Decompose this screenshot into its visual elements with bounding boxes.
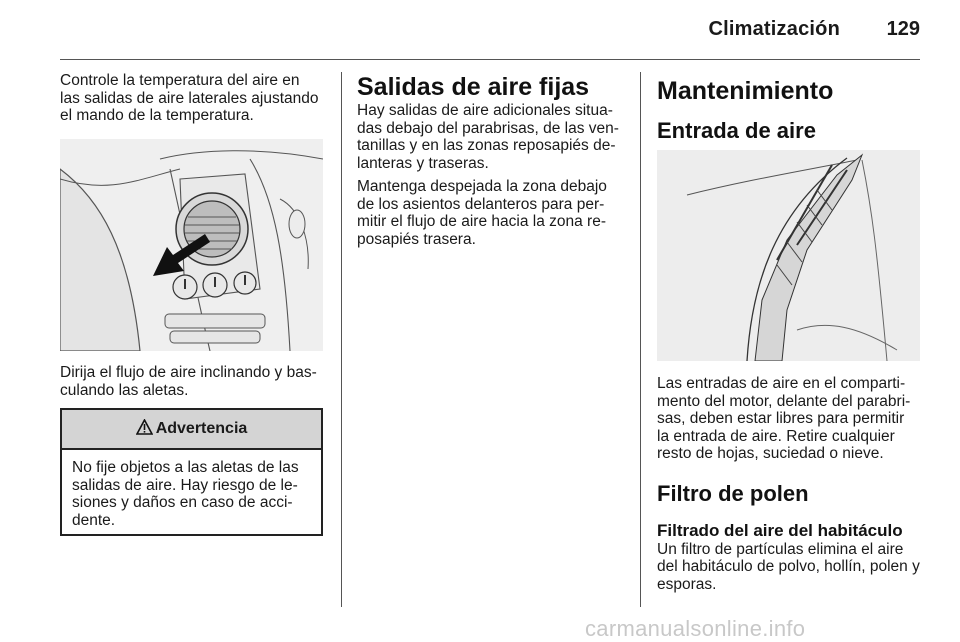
middle-column xyxy=(357,72,624,248)
warning-box xyxy=(60,408,323,536)
page-number: 129 xyxy=(886,18,920,40)
warning-title: Advertencia xyxy=(155,420,248,437)
watermark: carmanualsonline.info xyxy=(585,616,806,641)
right-column xyxy=(657,72,920,144)
column-divider-left xyxy=(341,72,342,607)
section-heading-maintenance: Mantenimiento xyxy=(657,77,834,105)
warning-text: No fije objetos a las aletas de las salidas de aire. Hay riesgo de lesiones y daños en caso de accidente. xyxy=(72,459,299,529)
air-vent-illustration xyxy=(60,139,323,351)
column-divider-right xyxy=(640,72,641,607)
left-column xyxy=(60,72,323,125)
subheading-pollen-filter: Filtro de polen xyxy=(657,480,809,506)
air-intake-paragraph: Las entradas de aire en el compartimento del motor, delante del parabrisas, deben estar libres para permitir la entrada de aire. Retire cualquier resto de hojas, suciedad o nieve. xyxy=(657,375,911,462)
fixed-vents-paragraph-1: Hay salidas de aire adicionales situadas debajo del parabrisas, de las ventanillas y en las zonas reposapiés delanteras y traseras. xyxy=(357,102,619,172)
warning-header xyxy=(62,410,321,450)
warning-triangle-icon xyxy=(136,419,153,440)
intro-paragraph: Controle la temperatura del aire en las salidas de aire laterales ajustando el mando de la temperatura. xyxy=(60,72,319,124)
pollen-filter-paragraph: Un filtro de partículas elimina el aire del habitáculo de polvo, hollín, polen y esporas. xyxy=(657,540,920,593)
subheading-cabin-air-filtration: Filtrado del aire del habitáculo xyxy=(657,520,903,540)
header-divider xyxy=(60,59,920,60)
fixed-vents-paragraph-2: Mantenga despejada la zona debajo de los asientos delanteros para permitir el flujo de aire hacia la zona reposapiés trasera. xyxy=(357,178,607,248)
page-title: Climatización xyxy=(708,18,840,40)
figure-caption: Dirija el flujo de aire inclinando y basculando las aletas. xyxy=(60,364,317,399)
windshield-air-intake-illustration xyxy=(657,150,920,361)
subheading-air-intake: Entrada de aire xyxy=(657,118,816,143)
section-heading-fixed-vents: Salidas de aire fijas xyxy=(357,73,590,101)
